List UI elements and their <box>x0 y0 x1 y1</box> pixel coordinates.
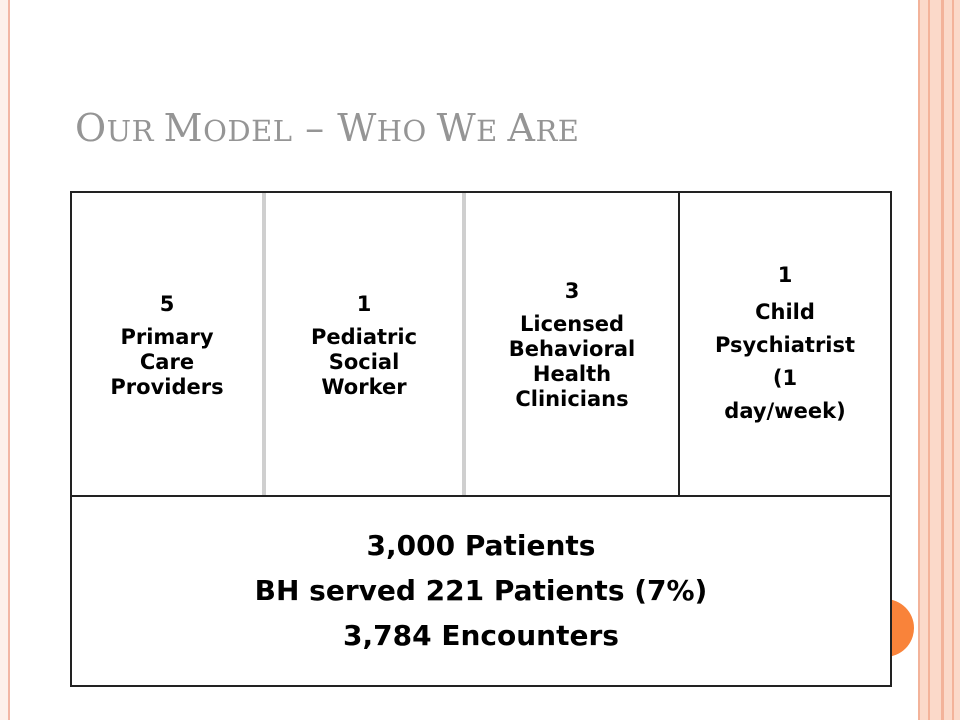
staff-cell-psychiatrist <box>680 193 890 495</box>
staff-cell-primary-care <box>72 193 266 495</box>
staff-cell-social-worker <box>266 193 466 495</box>
title-part: O <box>75 106 107 150</box>
summary-patients: 3,000 Patients <box>366 528 596 562</box>
summary-encounters: 3,784 Encounters <box>343 618 619 652</box>
staffing-table <box>70 191 892 687</box>
title-part: M <box>163 106 204 150</box>
title-part: A <box>507 106 536 150</box>
title-part: ODEL <box>203 114 293 148</box>
staff-count: 5 <box>159 291 175 316</box>
slide-left-border <box>0 0 10 720</box>
decorative-stripe <box>941 0 944 720</box>
decorative-stripe <box>952 0 954 720</box>
staff-role: Pediatric Social Worker <box>310 324 418 399</box>
staff-role: Licensed Behavioral Health Clinicians <box>508 312 636 411</box>
title-part: W <box>337 106 377 150</box>
title-part: – <box>292 106 338 150</box>
summary-bh-served: BH served 221 Patients (7%) <box>254 573 708 607</box>
title-part: HO <box>376 114 437 148</box>
title-part: E <box>476 114 508 148</box>
staff-cell-clinicians <box>466 193 680 495</box>
summary-row <box>72 495 890 685</box>
staff-count: 1 <box>356 291 372 316</box>
title-part: W <box>436 106 477 150</box>
slide-title <box>75 106 579 150</box>
decorative-stripe <box>918 0 920 720</box>
title-part: UR <box>106 114 164 148</box>
staff-count: 3 <box>564 279 580 303</box>
staff-role: Child Psychiatrist (1 day/week) <box>714 300 856 423</box>
decorative-stripe <box>928 0 930 720</box>
staff-count: 1 <box>777 263 793 287</box>
staff-row <box>72 193 890 497</box>
staff-role: Primary Care Providers <box>110 324 224 399</box>
title-part: RE <box>535 114 580 148</box>
